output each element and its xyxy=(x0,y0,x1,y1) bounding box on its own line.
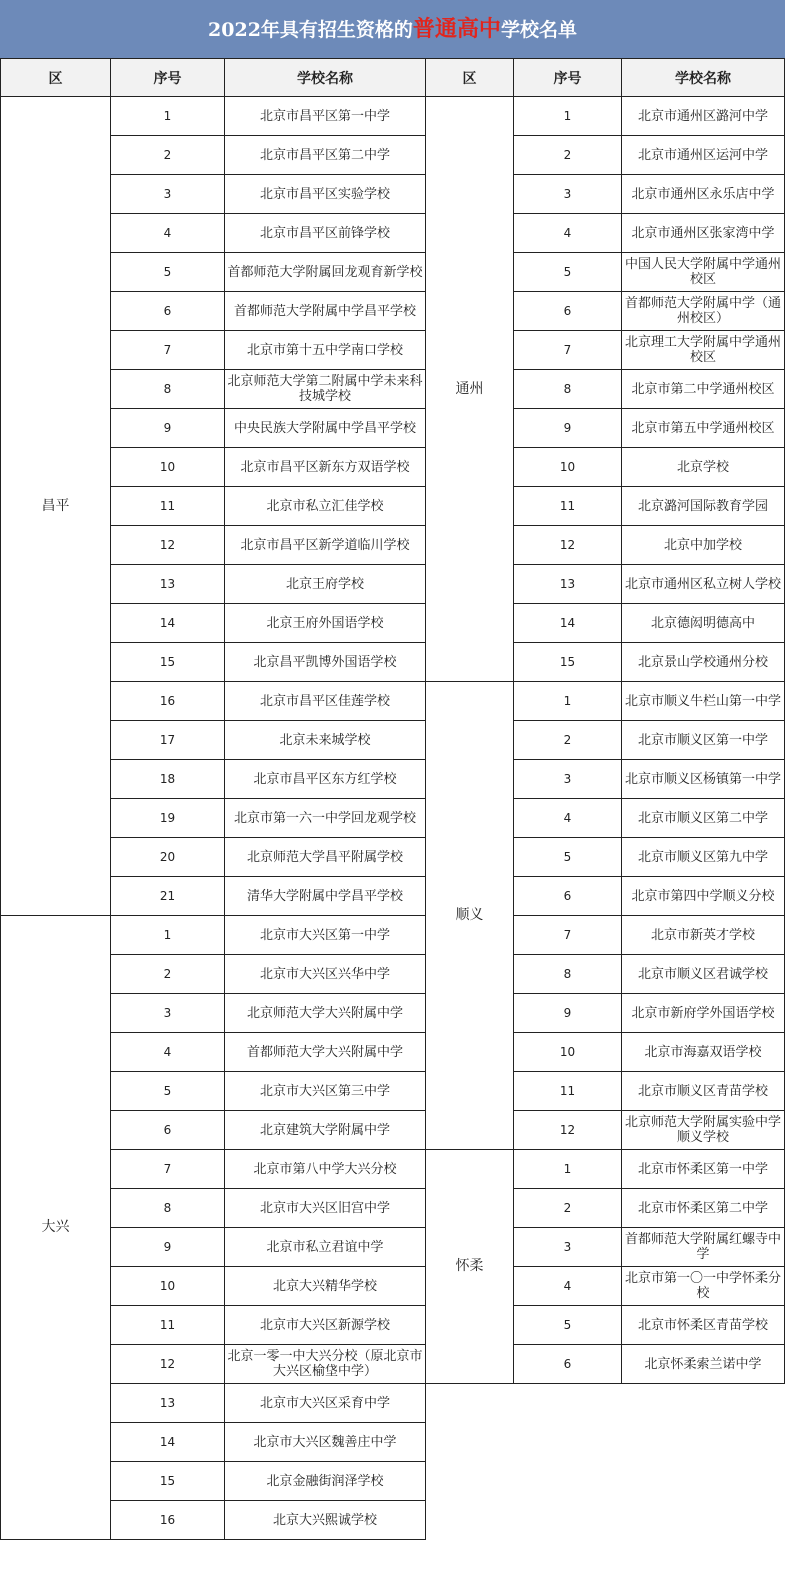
row-number: 19 xyxy=(111,799,225,838)
table-row xyxy=(426,1150,785,1189)
row-number: 17 xyxy=(111,721,225,760)
row-number: 3 xyxy=(111,994,225,1033)
school-name-cell: 北京市昌平区新东方双语学校 xyxy=(225,448,426,487)
row-number: 13 xyxy=(111,565,225,604)
row-number: 14 xyxy=(111,1423,225,1462)
row-number: 15 xyxy=(111,643,225,682)
title-text-end: 学校名单 xyxy=(500,19,577,41)
school-name-cell: 北京市私立汇佳学校 xyxy=(225,487,426,526)
school-name-cell: 北京市昌平区东方红学校 xyxy=(225,760,426,799)
row-number: 16 xyxy=(111,1501,225,1540)
row-number: 10 xyxy=(514,1033,622,1072)
school-name-cell: 北京市大兴区第一中学 xyxy=(225,916,426,955)
row-number: 1 xyxy=(514,1150,622,1189)
right-school-table xyxy=(425,58,785,1384)
school-name-cell: 北京市第十五中学南口学校 xyxy=(225,331,426,370)
row-number: 1 xyxy=(514,97,622,136)
school-name-cell: 北京市第二中学通州校区 xyxy=(622,370,785,409)
row-number: 3 xyxy=(514,175,622,214)
school-name-cell: 北京理工大学附属中学通州校区 xyxy=(622,331,785,370)
school-name-cell: 北京市昌平区前锋学校 xyxy=(225,214,426,253)
row-number: 5 xyxy=(111,253,225,292)
school-name-cell: 北京市大兴区旧宫中学 xyxy=(225,1189,426,1228)
row-number: 7 xyxy=(111,331,225,370)
school-name-cell: 北京市怀柔区第二中学 xyxy=(622,1189,785,1228)
row-number: 5 xyxy=(514,1306,622,1345)
school-name-cell: 北京景山学校通州分校 xyxy=(622,643,785,682)
row-number: 8 xyxy=(514,370,622,409)
school-name-cell: 北京市通州区私立树人学校 xyxy=(622,565,785,604)
school-name-cell: 北京师范大学昌平附属学校 xyxy=(225,838,426,877)
table-row xyxy=(426,97,785,136)
school-name-cell: 北京市昌平区第二中学 xyxy=(225,136,426,175)
row-number: 10 xyxy=(111,1267,225,1306)
row-number: 9 xyxy=(111,1228,225,1267)
school-name-cell: 北京怀柔索兰诺中学 xyxy=(622,1345,785,1384)
school-name-cell: 北京建筑大学附属中学 xyxy=(225,1111,426,1150)
school-name-cell: 北京市顺义区第一中学 xyxy=(622,721,785,760)
school-name-cell: 北京市大兴区魏善庄中学 xyxy=(225,1423,426,1462)
row-number: 5 xyxy=(514,838,622,877)
row-number: 4 xyxy=(111,214,225,253)
row-number: 10 xyxy=(111,448,225,487)
row-number: 14 xyxy=(111,604,225,643)
school-name-cell: 北京市海嘉双语学校 xyxy=(622,1033,785,1072)
school-name-cell: 北京市怀柔区青苗学校 xyxy=(622,1306,785,1345)
row-number: 3 xyxy=(514,760,622,799)
row-number: 1 xyxy=(111,916,225,955)
district-cell: 通州 xyxy=(426,97,514,682)
school-name-cell: 北京市大兴区采育中学 xyxy=(225,1384,426,1423)
row-number: 2 xyxy=(111,136,225,175)
district-header: 区 xyxy=(1,59,111,97)
school-name-cell: 北京市第五中学通州校区 xyxy=(622,409,785,448)
school-name-cell: 北京市大兴区兴华中学 xyxy=(225,955,426,994)
school-name-cell: 北京昌平凯博外国语学校 xyxy=(225,643,426,682)
school-name-cell: 北京大兴精华学校 xyxy=(225,1267,426,1306)
school-name-cell: 北京市大兴区第三中学 xyxy=(225,1072,426,1111)
school-name-cell: 北京潞河国际教育学园 xyxy=(622,487,785,526)
district-cell: 顺义 xyxy=(426,682,514,1150)
school-name-header: 学校名称 xyxy=(622,59,785,97)
school-name-cell: 北京市第八中学大兴分校 xyxy=(225,1150,426,1189)
school-name-cell: 首都师范大学附属回龙观育新学校 xyxy=(225,253,426,292)
school-name-cell: 北京市顺义区第九中学 xyxy=(622,838,785,877)
school-name-cell: 北京市第一〇一中学怀柔分校 xyxy=(622,1267,785,1306)
row-number: 12 xyxy=(514,1111,622,1150)
row-number: 20 xyxy=(111,838,225,877)
school-name-cell: 北京市通州区永乐店中学 xyxy=(622,175,785,214)
row-number: 2 xyxy=(514,136,622,175)
row-number: 2 xyxy=(111,955,225,994)
row-number: 3 xyxy=(514,1228,622,1267)
row-number: 6 xyxy=(111,292,225,331)
district-cell: 怀柔 xyxy=(426,1150,514,1384)
row-number: 15 xyxy=(111,1462,225,1501)
row-number: 6 xyxy=(111,1111,225,1150)
row-number: 7 xyxy=(514,331,622,370)
page-title xyxy=(0,0,785,58)
row-number: 14 xyxy=(514,604,622,643)
row-number: 1 xyxy=(111,97,225,136)
row-number: 11 xyxy=(111,1306,225,1345)
row-number: 2 xyxy=(514,721,622,760)
row-number: 5 xyxy=(514,253,622,292)
school-name-cell: 北京师范大学大兴附属中学 xyxy=(225,994,426,1033)
school-name-cell: 北京市怀柔区第一中学 xyxy=(622,1150,785,1189)
school-name-cell: 北京市顺义区第二中学 xyxy=(622,799,785,838)
row-number: 15 xyxy=(514,643,622,682)
row-number: 21 xyxy=(111,877,225,916)
row-number: 12 xyxy=(111,526,225,565)
table-row xyxy=(1,916,426,955)
school-name-cell: 清华大学附属中学昌平学校 xyxy=(225,877,426,916)
school-name-cell: 首都师范大学附属红螺寺中学 xyxy=(622,1228,785,1267)
title-text-start: 2022年具有招生资格的 xyxy=(208,19,413,41)
school-name-cell: 北京市顺义牛栏山第一中学 xyxy=(622,682,785,721)
number-header: 序号 xyxy=(111,59,225,97)
school-name-cell: 北京市昌平区实验学校 xyxy=(225,175,426,214)
row-number: 6 xyxy=(514,1345,622,1384)
school-name-cell: 中国人民大学附属中学通州校区 xyxy=(622,253,785,292)
school-name-cell: 北京市昌平区第一中学 xyxy=(225,97,426,136)
left-school-table xyxy=(0,58,426,1540)
school-name-cell: 北京市顺义区杨镇第一中学 xyxy=(622,760,785,799)
table-row xyxy=(426,682,785,721)
school-name-cell: 首都师范大学大兴附属中学 xyxy=(225,1033,426,1072)
school-name-cell: 北京市第四中学顺义分校 xyxy=(622,877,785,916)
school-name-cell: 北京中加学校 xyxy=(622,526,785,565)
district-header: 区 xyxy=(426,59,514,97)
school-name-header: 学校名称 xyxy=(225,59,426,97)
school-name-cell: 首都师范大学附属中学昌平学校 xyxy=(225,292,426,331)
school-name-cell: 北京市新英才学校 xyxy=(622,916,785,955)
school-name-cell: 北京师范大学第二附属中学未来科技城学校 xyxy=(225,370,426,409)
row-number: 4 xyxy=(111,1033,225,1072)
school-name-cell: 北京市大兴区新源学校 xyxy=(225,1306,426,1345)
row-number: 18 xyxy=(111,760,225,799)
row-number: 9 xyxy=(514,409,622,448)
school-name-cell: 北京市私立君谊中学 xyxy=(225,1228,426,1267)
row-number: 9 xyxy=(514,994,622,1033)
school-name-cell: 北京市通州区张家湾中学 xyxy=(622,214,785,253)
row-number: 6 xyxy=(514,292,622,331)
school-name-cell: 北京未来城学校 xyxy=(225,721,426,760)
row-number: 4 xyxy=(514,799,622,838)
school-name-cell: 北京王府学校 xyxy=(225,565,426,604)
district-cell: 昌平 xyxy=(1,97,111,916)
row-number: 13 xyxy=(514,565,622,604)
school-name-cell: 首都师范大学附属中学（通州校区） xyxy=(622,292,785,331)
school-name-cell: 北京市昌平区佳莲学校 xyxy=(225,682,426,721)
row-number: 4 xyxy=(514,214,622,253)
right-header-row xyxy=(426,59,785,97)
school-name-cell: 北京市新府学外国语学校 xyxy=(622,994,785,1033)
school-name-cell: 中央民族大学附属中学昌平学校 xyxy=(225,409,426,448)
school-name-cell: 北京市顺义区君诚学校 xyxy=(622,955,785,994)
district-cell: 大兴 xyxy=(1,916,111,1540)
row-number: 12 xyxy=(514,526,622,565)
row-number: 8 xyxy=(111,1189,225,1228)
row-number: 11 xyxy=(514,1072,622,1111)
row-number: 5 xyxy=(111,1072,225,1111)
school-name-cell: 北京市通州区潞河中学 xyxy=(622,97,785,136)
school-name-cell: 北京市通州区运河中学 xyxy=(622,136,785,175)
row-number: 16 xyxy=(111,682,225,721)
row-number: 4 xyxy=(514,1267,622,1306)
row-number: 8 xyxy=(514,955,622,994)
row-number: 11 xyxy=(514,487,622,526)
row-number: 8 xyxy=(111,370,225,409)
school-name-cell: 北京市昌平区新学道临川学校 xyxy=(225,526,426,565)
school-name-cell: 北京大兴熙诚学校 xyxy=(225,1501,426,1540)
row-number: 7 xyxy=(514,916,622,955)
row-number: 10 xyxy=(514,448,622,487)
number-header: 序号 xyxy=(514,59,622,97)
row-number: 12 xyxy=(111,1345,225,1384)
school-name-cell: 北京王府外国语学校 xyxy=(225,604,426,643)
row-number: 3 xyxy=(111,175,225,214)
school-name-cell: 北京金融街润泽学校 xyxy=(225,1462,426,1501)
row-number: 13 xyxy=(111,1384,225,1423)
school-name-cell: 北京师范大学附属实验中学顺义学校 xyxy=(622,1111,785,1150)
school-name-cell: 北京市第一六一中学回龙观学校 xyxy=(225,799,426,838)
school-name-cell: 北京一零一中大兴分校（原北京市大兴区榆垡中学） xyxy=(225,1345,426,1384)
row-number: 9 xyxy=(111,409,225,448)
row-number: 2 xyxy=(514,1189,622,1228)
row-number: 6 xyxy=(514,877,622,916)
school-name-cell: 北京德闳明德高中 xyxy=(622,604,785,643)
table-row xyxy=(1,97,426,136)
school-name-cell: 北京市顺义区青苗学校 xyxy=(622,1072,785,1111)
title-highlight: 普通高中 xyxy=(412,16,501,42)
left-header-row xyxy=(1,59,426,97)
row-number: 11 xyxy=(111,487,225,526)
row-number: 7 xyxy=(111,1150,225,1189)
row-number: 1 xyxy=(514,682,622,721)
school-name-cell: 北京学校 xyxy=(622,448,785,487)
